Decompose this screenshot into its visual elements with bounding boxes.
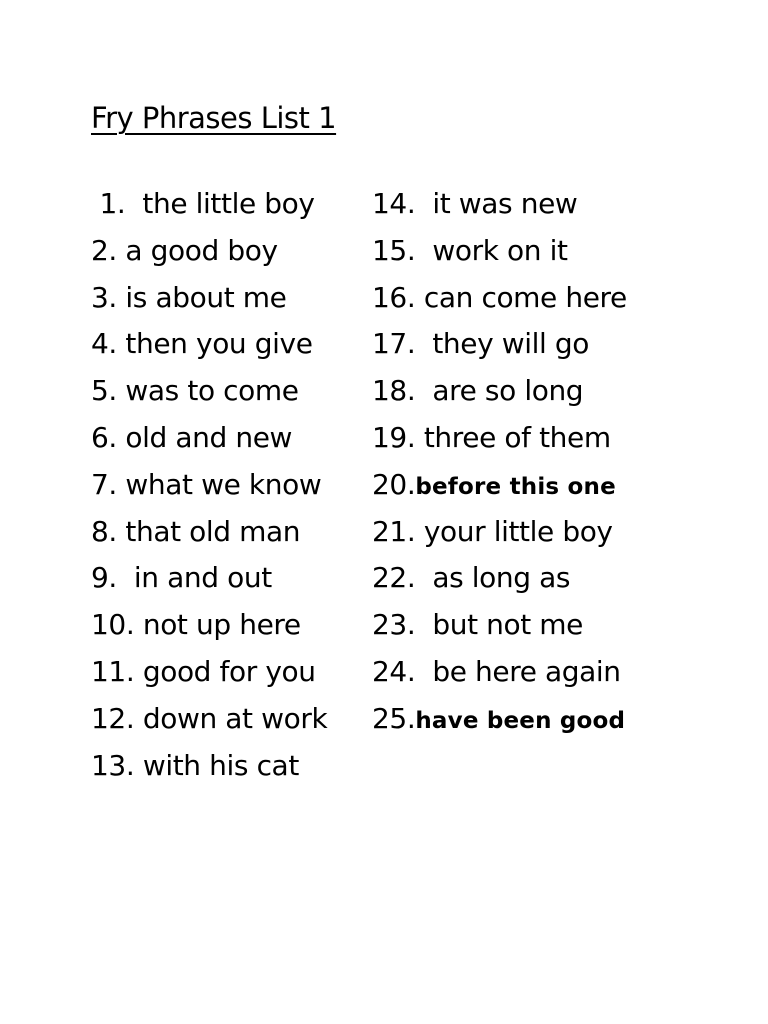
list-item (91, 696, 363, 743)
item-phrase: before this one (415, 473, 616, 500)
list-item (91, 368, 363, 415)
item-phrase: work on it (415, 233, 568, 267)
list-item (372, 368, 662, 415)
item-phrase: with his cat (134, 748, 299, 782)
item-number: 2. (91, 233, 117, 267)
item-number: 6. (91, 420, 117, 454)
item-number: 13. (91, 748, 135, 782)
list-item (91, 415, 363, 462)
item-number: 10. (91, 608, 135, 642)
list-item (372, 228, 662, 275)
list-item (372, 181, 662, 228)
item-phrase: the little boy (125, 187, 315, 220)
list-item (372, 602, 662, 649)
item-phrase: a good boy (116, 233, 278, 267)
item-phrase: be here again (415, 654, 621, 688)
item-phrase: not up here (134, 608, 301, 642)
list-item (372, 555, 662, 602)
item-phrase: good for you (134, 654, 316, 688)
item-phrase: is about me (116, 280, 287, 314)
item-number: 23. (372, 608, 416, 642)
item-phrase: have been good (415, 707, 626, 734)
phrase-list-right (372, 181, 662, 743)
item-number: 8. (91, 514, 117, 548)
item-phrase: but not me (415, 608, 584, 642)
list-item (372, 321, 662, 368)
item-phrase: down at work (134, 701, 328, 735)
item-phrase: it was new (415, 187, 578, 220)
item-phrase: your little boy (415, 514, 613, 548)
item-phrase: can come here (415, 280, 627, 314)
phrase-list-left (91, 181, 363, 789)
item-number: 18. (372, 374, 416, 408)
item-number: 1. (91, 187, 126, 220)
list-item (91, 509, 363, 556)
item-number: 5. (91, 374, 117, 408)
list-item (91, 602, 363, 649)
item-number: 12. (91, 701, 135, 735)
item-phrase: that old man (116, 514, 301, 548)
item-number: 14. (372, 187, 416, 220)
list-item (91, 181, 363, 228)
item-phrase: what we know (116, 467, 322, 501)
item-number: 19. (372, 420, 416, 454)
item-number: 17. (372, 327, 416, 361)
list-item (372, 696, 662, 743)
list-item (372, 509, 662, 556)
item-number: 9. (91, 561, 117, 595)
list-item (372, 462, 662, 509)
document-title: Fry Phrases List 1 (91, 101, 337, 135)
list-item (91, 275, 363, 322)
list-item (91, 228, 363, 275)
list-item (372, 275, 662, 322)
list-item (91, 555, 363, 602)
item-phrase: as long as (415, 561, 571, 595)
item-number: 22. (372, 561, 416, 595)
item-number: 4. (91, 327, 117, 361)
item-number: 15. (372, 233, 416, 267)
item-number: 24. (372, 654, 416, 688)
item-phrase: they will go (415, 327, 590, 361)
item-number: 16. (372, 280, 416, 314)
list-item (372, 649, 662, 696)
item-number: 3. (91, 280, 117, 314)
list-item (91, 462, 363, 509)
item-number: 21. (372, 514, 416, 548)
item-number: 11. (91, 654, 135, 688)
item-phrase: old and new (116, 420, 293, 454)
item-number: 25. (372, 701, 416, 735)
item-phrase: then you give (116, 327, 313, 361)
item-phrase: in and out (116, 561, 272, 595)
item-phrase: are so long (415, 374, 584, 408)
item-number: 20. (372, 467, 416, 501)
item-phrase: three of them (415, 420, 611, 454)
list-item (91, 321, 363, 368)
item-phrase: was to come (116, 374, 299, 408)
list-item (91, 649, 363, 696)
list-item (372, 415, 662, 462)
item-number: 7. (91, 467, 117, 501)
list-item (91, 743, 363, 790)
